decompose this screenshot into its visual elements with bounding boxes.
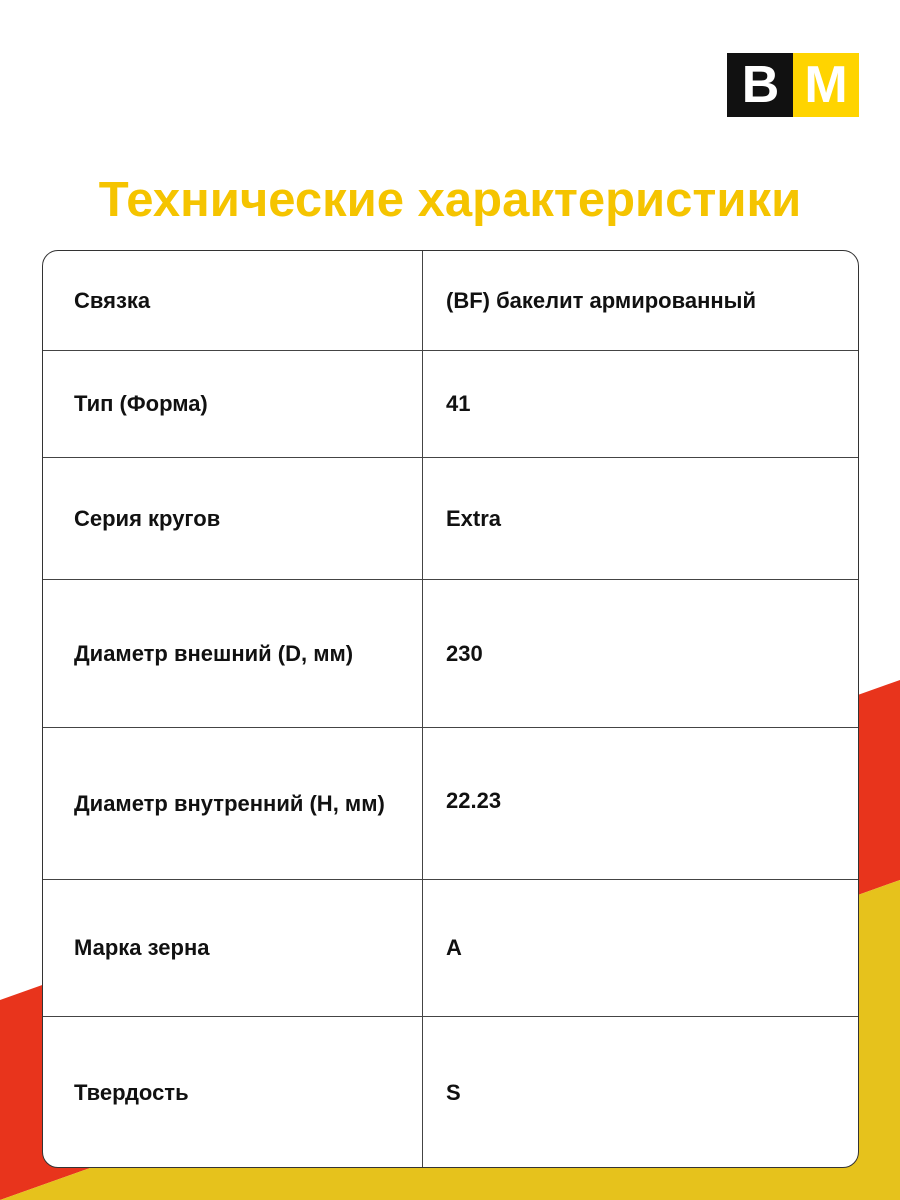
spec-label: Диаметр внешний (D, мм) bbox=[43, 580, 423, 727]
spec-value: 230 bbox=[446, 640, 483, 666]
spec-label: Диаметр внутренний (H, мм) bbox=[43, 728, 423, 879]
table-row bbox=[43, 1017, 858, 1168]
table-row bbox=[43, 351, 858, 458]
spec-value: Extra bbox=[446, 505, 502, 531]
table-row bbox=[43, 458, 858, 580]
logo-letter-b: B bbox=[727, 53, 793, 117]
table-row bbox=[43, 728, 858, 880]
spec-label: Марка зерна bbox=[43, 880, 423, 1016]
spec-value: (BF) бакелит армированный bbox=[446, 287, 756, 313]
spec-value: S bbox=[446, 1080, 461, 1105]
page-title: Технические характеристики bbox=[98, 173, 802, 227]
brand-logo bbox=[727, 53, 859, 117]
spec-value: 41 bbox=[446, 391, 471, 416]
spec-label: Тип (Форма) bbox=[43, 351, 423, 457]
table-row bbox=[43, 580, 858, 728]
spec-label: Твердость bbox=[43, 1017, 423, 1168]
table-row bbox=[43, 251, 858, 351]
spec-label: Связка bbox=[43, 251, 423, 350]
spec-value: 22.23 bbox=[446, 788, 502, 813]
spec-value: A bbox=[446, 935, 462, 960]
table-row bbox=[43, 880, 858, 1017]
specifications-table bbox=[42, 250, 859, 1168]
spec-label: Серия кругов bbox=[43, 458, 423, 579]
logo-letter-m: M bbox=[793, 53, 859, 117]
